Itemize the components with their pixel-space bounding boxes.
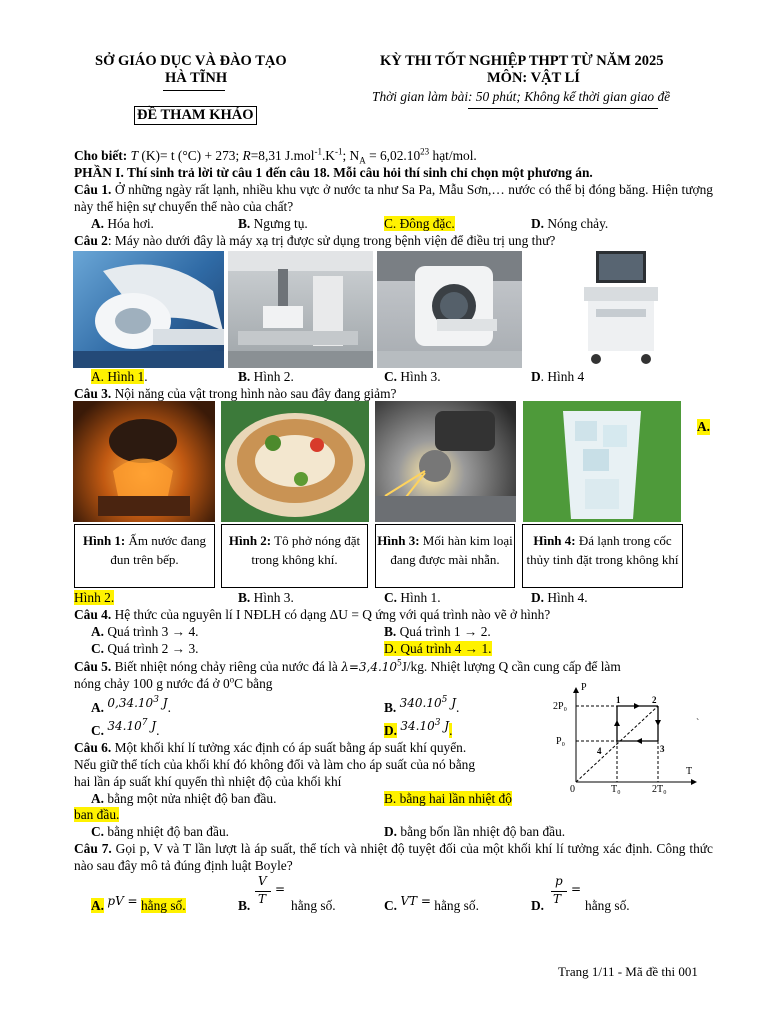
q1-option-b[interactable]: B. Ngưng tụ. bbox=[238, 216, 308, 231]
pressure-temperature-diagram bbox=[548, 678, 708, 798]
arrow-2-3 bbox=[655, 720, 661, 726]
t-axis-label: T bbox=[686, 766, 693, 777]
q2-option-b[interactable]: B. Hình 2. bbox=[238, 369, 294, 384]
caption-hinh-3: Hình 3: Mối hàn kim loại đang được mài nhẵn. bbox=[375, 524, 515, 588]
q6-option-a[interactable]: A. bằng một nửa nhiệt độ ban đầu. bbox=[91, 791, 277, 806]
q7-option-a[interactable]: A. pV = hằng số. bbox=[91, 894, 186, 913]
radiotherapy-machine-image bbox=[73, 251, 224, 368]
t-lo-label: T₀ bbox=[611, 784, 621, 795]
xray-room-image bbox=[228, 251, 373, 368]
q7-option-c[interactable]: C. VT = hằng số. bbox=[384, 894, 479, 913]
q4-option-d[interactable]: D. Quá trình 4 → 1. bbox=[384, 641, 492, 656]
question-1: Câu 1. Ở những ngày rất lạnh, nhiều khu vực ở nước ta như Sa Pa, Mẫu Sơn,… nước có thể bị đóng băng. Hiện tượng này thể hiện sự chuyển thể nào của chất? bbox=[74, 182, 713, 214]
ice-glass-image bbox=[523, 401, 681, 522]
exam-title: KỲ THI TỐT NGHIỆP THPT TỪ NĂM 2025 bbox=[380, 53, 664, 69]
q4-option-c[interactable]: C. Quá trình 2 → 3. bbox=[91, 641, 199, 656]
q6-option-b-cont: ban đầu. bbox=[74, 807, 120, 822]
q1-option-c[interactable]: C. Đông đặc. bbox=[384, 216, 455, 231]
point-3: 3 bbox=[660, 744, 665, 754]
q3-option-b[interactable]: B. Hình 3. bbox=[238, 590, 294, 605]
q6-option-b[interactable]: B. bằng hai lần nhiệt độ bbox=[384, 791, 512, 806]
p-lo-label: P₀ bbox=[556, 736, 566, 747]
q1-option-d[interactable]: D. Nóng chảy. bbox=[531, 216, 609, 231]
question-4: Câu 4. Hệ thức của nguyên lí I NĐLH có dạng ΔU = Q ứng với quá trình nào vẽ ở hình? bbox=[74, 607, 551, 622]
question-6-line3: hai lần áp suất khí quyển thì nhiệt độ của khối khí bbox=[74, 774, 342, 789]
given-constants: Cho biết: T (K)= t (°C) + 273; R=8,31 $J.mol^{-1}.K^{-1}$; $N_A = 6,02.10^{23}$ hạt/mol. bbox=[74, 146, 477, 166]
q4-option-a[interactable]: A. Quá trình 3 → 4. bbox=[91, 624, 199, 639]
q6-option-d[interactable]: D. bằng bốn lần nhiệt độ ban đầu. bbox=[384, 824, 566, 839]
grinding-weld-image bbox=[375, 401, 516, 522]
department-name: SỞ GIÁO DỤC VÀ ĐÀO TẠO bbox=[95, 53, 287, 69]
origin-label: 0 bbox=[570, 784, 575, 795]
q3-option-a[interactable]: Hình 2. bbox=[74, 590, 115, 605]
q6-option-c[interactable]: C. bằng nhiệt độ ban đầu. bbox=[91, 824, 229, 839]
question-6-line2: Nếu giữ thể tích của khối khí đó không đổi và làm cho áp suất của nó bằng bbox=[74, 757, 476, 772]
t-hi-label: 2T₀ bbox=[652, 784, 667, 795]
q5-option-c[interactable]: C. 34.10$^7$ J. bbox=[91, 718, 160, 738]
q1-option-a[interactable]: A. Hóa hơi. bbox=[91, 216, 154, 231]
q2-option-c[interactable]: C. Hình 3. bbox=[384, 369, 441, 384]
caption-hinh-4: Hình 4: Đá lạnh trong cốc thủy tinh đặt trong không khí bbox=[522, 524, 683, 588]
page-footer: Trang 1/11 - Mã đề thi 001 bbox=[558, 964, 698, 979]
arrow-1-2 bbox=[634, 703, 640, 709]
point-4: 4 bbox=[597, 746, 602, 756]
q7-option-b[interactable]: B. V T = hằng số. bbox=[238, 874, 336, 913]
pho-bowl-image bbox=[221, 401, 369, 522]
q7-option-d[interactable]: D. p T = hằng số. bbox=[531, 874, 630, 913]
q2-option-a[interactable]: A. Hình 1. bbox=[91, 369, 148, 384]
p-axis-label: P bbox=[581, 682, 587, 693]
time-note: Thời gian làm bài: 50 phút; Không kể thời gian giao đề bbox=[372, 89, 671, 104]
q3-option-c[interactable]: C. Hình 1. bbox=[384, 590, 441, 605]
arrow-3-4 bbox=[636, 738, 642, 744]
reference-badge: ĐỀ THAM KHẢO bbox=[134, 106, 257, 125]
question-6: Câu 6. Một khối khí lí tưởng xác định có áp suất bằng áp suất khí quyển. bbox=[74, 740, 467, 755]
subject-title: MÔN: VẬT LÍ bbox=[487, 70, 580, 86]
q2-option-d[interactable]: D. Hình 4 bbox=[531, 369, 585, 384]
kettle-on-stove-image bbox=[73, 401, 215, 522]
arrow-4-1 bbox=[614, 720, 620, 726]
stray-mark: ` bbox=[696, 718, 700, 729]
part-heading: PHẦN I. Thí sinh trả lời từ câu 1 đến câu 18. Mỗi câu hỏi thí sinh chỉ chọn một phương án. bbox=[74, 165, 593, 180]
question-2: Câu 2: Máy nào dưới đây là máy xạ trị được sử dụng trong bệnh viện để điều trị ung thư? bbox=[74, 233, 556, 248]
question-5: Câu 5. Biết nhiệt nóng chảy riêng của nước đá là $\lambda=3,4.10^5J/kg$. Nhiệt lượng Q cần cung cấp để làm bbox=[74, 657, 621, 674]
point-2: 2 bbox=[652, 695, 657, 705]
header-right-divider bbox=[468, 108, 658, 109]
q3-stray-option-a: A. bbox=[697, 419, 711, 434]
q5-option-b[interactable]: B. 340.10$^5$ J. bbox=[384, 695, 460, 715]
question-3: Câu 3. Nội năng của vật trong hình nào sau đây đang giảm? bbox=[74, 386, 397, 401]
q4-option-b[interactable]: B. Quá trình 1 → 2. bbox=[384, 624, 491, 639]
caption-hinh-2: Hình 2: Tô phở nóng đặt trong không khí. bbox=[221, 524, 368, 588]
question-5-cont: nóng chảy 100 g nước đá ở 0$^o$C bằng bbox=[74, 674, 273, 691]
mri-scanner-image bbox=[377, 251, 522, 368]
q3-option-d[interactable]: D. Hình 4. bbox=[531, 590, 588, 605]
q5-option-d[interactable]: D. 34.10$^3$ J. bbox=[384, 718, 453, 738]
q5-option-a[interactable]: A. 0,34.10$^3$ J. bbox=[91, 695, 171, 715]
caption-hinh-1: Hình 1: Ấm nước đang đun trên bếp. bbox=[74, 524, 215, 588]
point-1: 1 bbox=[616, 695, 621, 705]
province-name: HÀ TĨNH bbox=[165, 70, 228, 86]
p-hi-label: 2P₀ bbox=[553, 701, 568, 712]
ultrasound-machine-image bbox=[526, 251, 702, 368]
question-7: Câu 7. Gọi p, V và T lần lượt là áp suất, thể tích và nhiệt độ tuyệt đối của một khối khí lí tưởng xác định. Công thức nào sau đây mô tả đúng định luật Boyle? bbox=[74, 841, 713, 873]
header-divider bbox=[163, 90, 225, 91]
